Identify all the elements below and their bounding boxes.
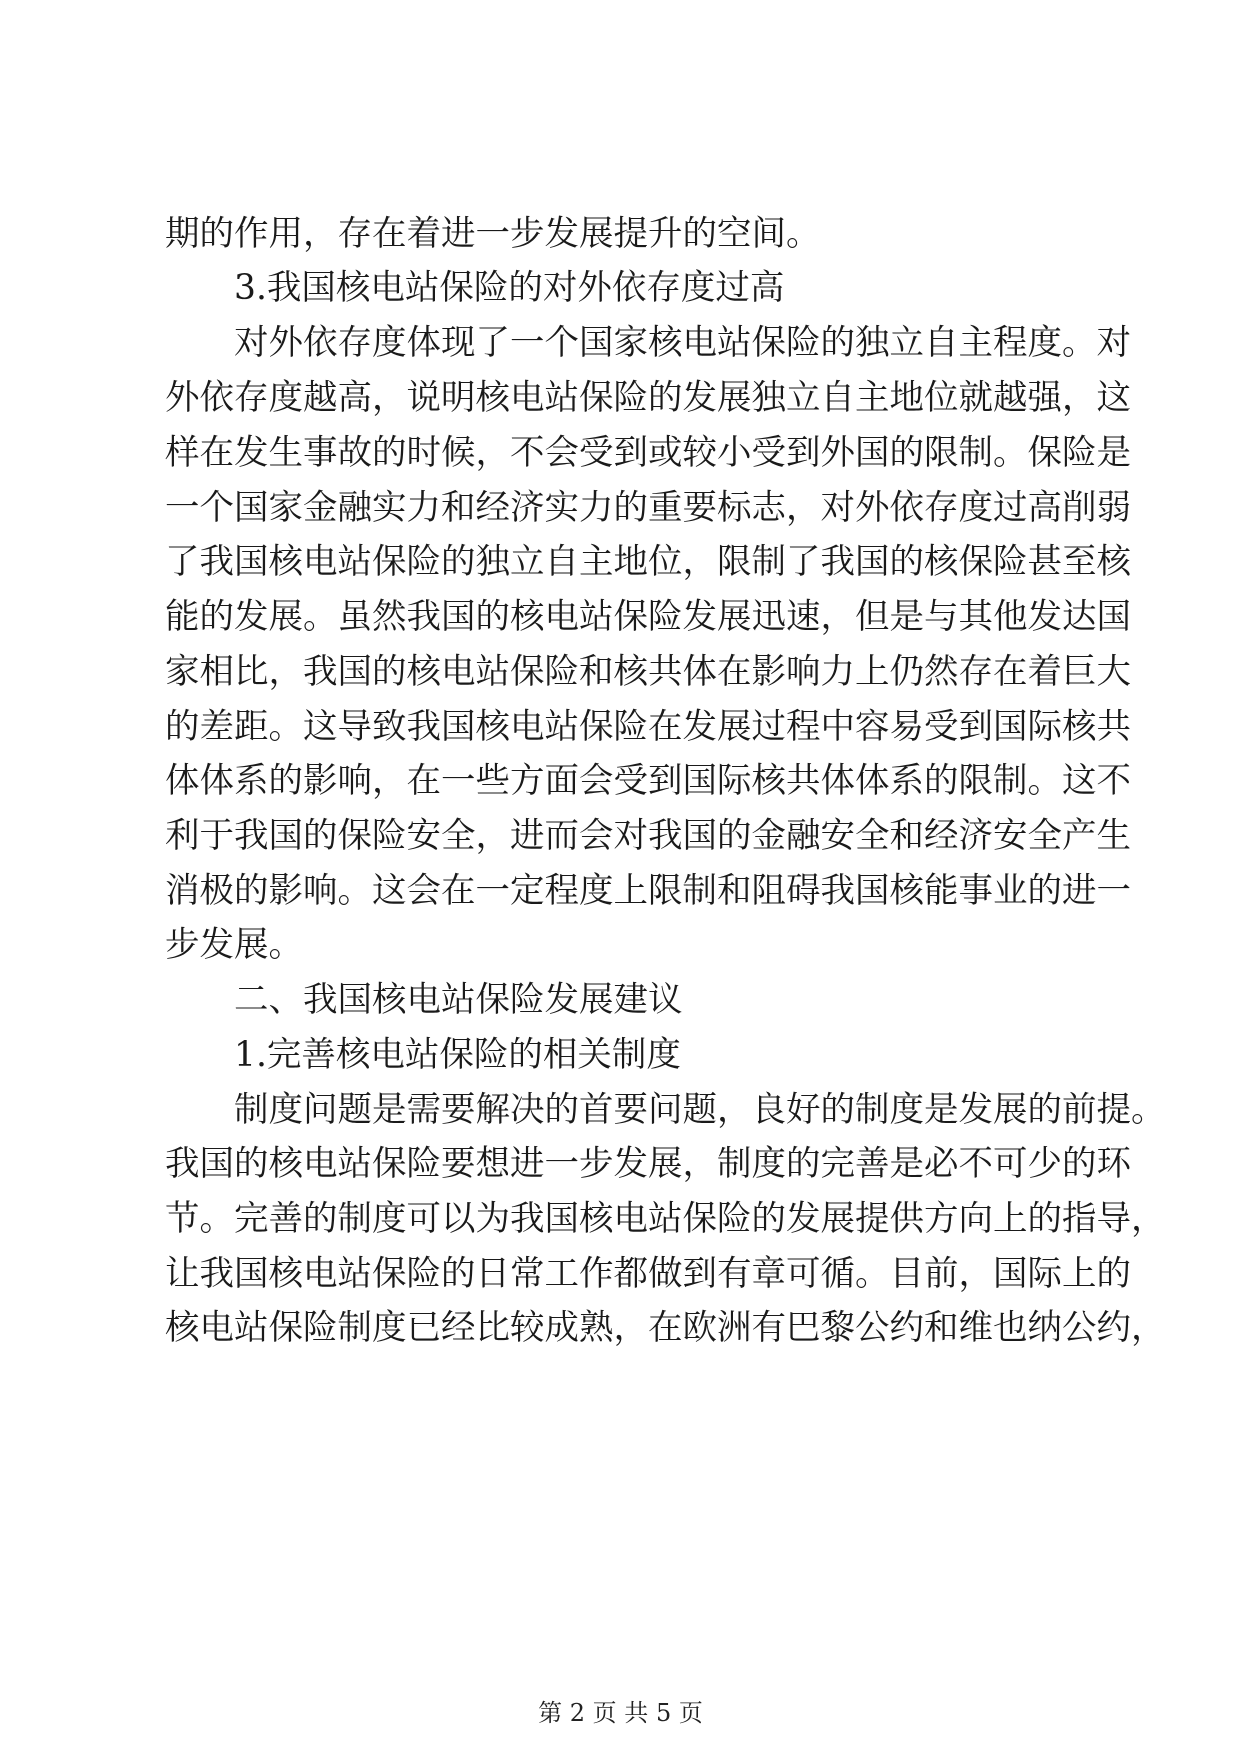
subheading-1: 1.完善核电站保险的相关制度: [234, 1035, 681, 1075]
text-line-18: 我国的核电站保险要想进一步发展，制度的完善是必不可少的环: [165, 1144, 1131, 1184]
text-line-13: 消极的影响。这会在一定程度上限制和阻碍我国核能事业的进一: [165, 871, 1131, 911]
text-line-19: 节。完善的制度可以为我国核电站保险的发展提供方向上的指导，: [165, 1199, 1166, 1239]
text-line-21: 核电站保险制度已经比较成熟，在欧洲有巴黎公约和维也纳公约，: [165, 1308, 1166, 1348]
text-line-20: 让我国核电站保险的日常工作都做到有章可循。目前，国际上的: [165, 1254, 1131, 1294]
text-line-12: 利于我国的保险安全，进而会对我国的金融安全和经济安全产生: [165, 816, 1131, 856]
text-line-4: 外依存度越高，说明核电站保险的发展独立自主地位就越强，这: [165, 378, 1131, 418]
text-line-9: 家相比，我国的核电站保险和核共体在影响力上仍然存在着巨大: [165, 652, 1131, 692]
text-line-8: 能的发展。虽然我国的核电站保险发展迅速，但是与其他发达国: [165, 597, 1131, 637]
text-line-14: 步发展。: [165, 925, 303, 965]
text-line-7: 了我国核电站保险的独立自主地位，限制了我国的核保险甚至核: [165, 542, 1131, 582]
text-line-6: 一个国家金融实力和经济实力的重要标志，对外依存度过高削弱: [165, 488, 1131, 528]
text-line-1: 期的作用，存在着进一步发展提升的空间。: [165, 214, 821, 254]
text-line-3: 对外依存度体现了一个国家核电站保险的独立自主程度。对: [234, 323, 1131, 363]
text-line-11: 体体系的影响，在一些方面会受到国际核共体体系的限制。这不: [165, 761, 1131, 801]
text-line-10: 的差距。这导致我国核电站保险在发展过程中容易受到国际核共: [165, 707, 1131, 747]
text-line-5: 样在发生事故的时候，不会受到或较小受到外国的限制。保险是: [165, 433, 1131, 473]
text-line-17: 制度问题是需要解决的首要问题，良好的制度是发展的前提。: [234, 1090, 1166, 1130]
section-heading-2: 二、我国核电站保险发展建议: [234, 980, 683, 1020]
subheading-3: 3.我国核电站保险的对外依存度过高: [234, 268, 785, 308]
page-number-footer: 第 2 页 共 5 页: [538, 1699, 703, 1727]
